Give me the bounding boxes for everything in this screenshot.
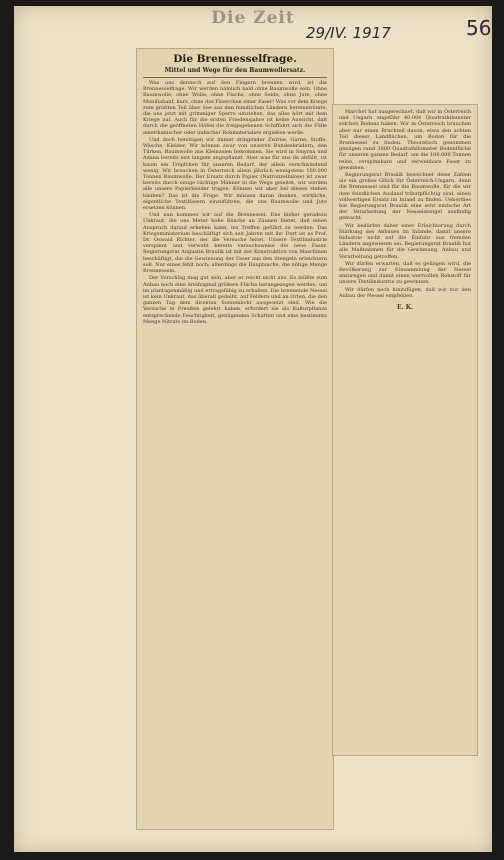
article-paragraph: Was uns dennoch auf den Fingern brennen wird, ist die Brennesselfrage. Wir werden nämlich bald ohne Baumwolle sein. Ohne Baumwolle, ohne Wolle, ohne Flachs, ohne Seide, ohne Jute, ohne Manillahanf, kurz, ohne das Fäserchen einer Faser! Was vor dem Kriege zum größten Teil über See aus den feindlichen Ländern hereinströmte, die uns jetzt mit grimmiger Sperre umziehen, das alles hört mit dem Kriege auf. Auch für die ersten Friedensjahre ist keine Aussicht, daß durch die geöffneten Häfen die freigegebenen Schiffahrt sich die Fülle amerikanischer oder indischer Rohmaterialien ergießen werde.: [143, 80, 327, 136]
title-rule: [143, 77, 327, 78]
article-paragraph: Wir bedürfen daher einer Erleichterung durch Stärkung des Anbaues im Inlande, damit unsere Industrie nicht auf die Einfuhr aus fremden Ländern angewiesen sei. Regierungsrat Braulik hat alle Maßnahmen für die Gewinnung, Anbau und Verarbeitung getroffen.: [339, 222, 471, 260]
article-subtitle: Mittel und Wege für den Baumwollersatz.: [164, 67, 306, 74]
article-title: Die Brennesselfrage.: [173, 53, 297, 65]
article-paragraph: Marchet hat ausgerechnet, daß wir in Österreich und Ungarn ungefähr 40.000 Quadratkilometer solchen Bodens haben. Wir in Österreich brauchen aber nur einen Bruchteil davon, etwa den achten Teil dieser Landflächen, um Boden für die Brennessel zu finden. Theoretisch genommen genügen rund 3000 Quadratkilometer Bodenfläche für unseren ganzen Bedarf, um die 100.000 Tonnen reine, verspinnbare und verwebbare Faser zu gewinnen.: [339, 109, 471, 171]
clipping-left-column: [136, 48, 334, 830]
article-paragraph: Wir dürfen erwarten, daß es gelingen wird, die Bevölkerung zur Einsammlung der Nessel anzuregen und damit einen wertvollen Rohstoff für unsere Textilindustrie zu gewinnen.: [339, 260, 471, 286]
article-paragraph: Wir dürfen noch hinzufügen, daß wir nur den Anbau der Nessel empfehlen.: [339, 286, 471, 299]
right-column-text: [333, 105, 477, 311]
newspaper-masthead: Die Zeit: [211, 8, 295, 28]
author-initials: E. K.: [396, 304, 414, 312]
handwritten-date: 29/IV. 1917: [306, 24, 391, 42]
left-column-text: [137, 80, 333, 325]
article-paragraph: Und nun kommen wir auf die Brennessel. Das bisher geradezu Unkraut, die uns Meter hohe Büsche an Zäunen bietet, daß einen Anspruch darauf erheben kann, ins Treffen geführt zu werden. Das Kriegsministerium beschäftigt sich seit Jahren mit ihr. Dort ist es Prof. Dr. Oswald Richter, der die Versuche leitet. Unsere Textilindustrie verspinnt und verwebt bereits versuchsweise die neue Faser. Regierungsrat Augustin Braulik ist mit der Konstruktion von Maschinen beschäftigt, die die Gewinnung der Faser aus den Stengeln erleichtern soll. Nur eines fehlt noch: allerdings die Hauptsache, die nötige Menge Brennesseln.: [143, 212, 327, 275]
article-paragraph: Regierungsrat Braulik bezeichnet diese Zahlen als ein großes Glück für Österreich-Ungarn, denn die Brennessel sind für die Baumwolle, für die wir dem feindlichen Ausland tributpflichtig sind, einen vollwertigen Ersatz im Inland zu finden. Ueberdies hat Regierungsrat Braulik eine sehr einfache Art der Verarbeitung der Nesselstengel ausfindig gemacht.: [339, 172, 471, 222]
article-paragraph: Der Vorschlag mag gut sein, aber er reicht nicht aus. Es müßte zum Anbau noch eine dreifzigmal größere Fläche herangezogen werden, um im plantagenmäßig und ertragsfähig zu erhalten. Die brennende Nessel ist kein Unkraut, das überall gedeiht, auf Feldern und an Orten, die den ganzen Tag dem direkten Sonnenlicht ausgesetzt sind. Wie die Versuche in Preußen gelehrt haben, erfordert sie als Kulturpflanze entsprechende Feuchtigkeit, genügenden Schatten und eine bestimmte Menge Nitrate im Boden.: [143, 275, 327, 325]
clipping-right-column: [332, 104, 478, 756]
article-paragraph: Und doch benötigen wir immer dringender Zwirne, Garne, Stoffe, Wäsche, Kleider. Wir können zwar von unseren Bundesbrüdern, den Türken, Baumwolle aus Kleinasien bekommen. Sie wird in Smyrna und Adana bereits seit langem angepflanzt. Aber was für uns da abfällt, ist kaum ein Tröpfchen für unseren Bedarf, der allein verschwindend wenig. Wir brauchen in Österreich allein jährlich wenigstens 100.000 Tonnen Baumwolle. Der Ersatz durch Papier (Natronzellulose) ist zwar bereits durch einige tüchtige Männer in die Wege geleitet, wir werden alle unsere Papierkleider tragen. Können wir aber bei diesen stehen bleiben? Das ist die Frage. Wir müssen daran denken, wirkliche, eigentliche Textilfasern einzuführen, die uns Baumwolle und Jute ersetzen können.: [143, 136, 327, 212]
handwritten-page-number: 56: [466, 16, 492, 40]
